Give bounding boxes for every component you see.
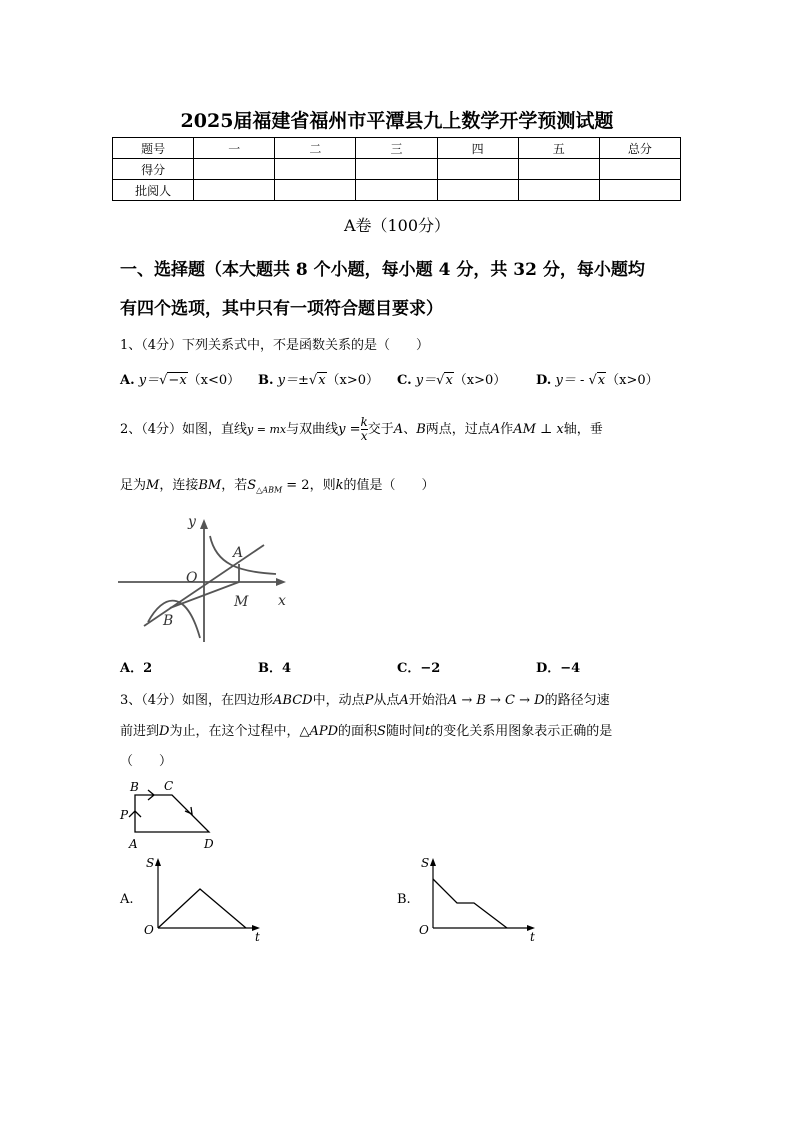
- radicand: x: [445, 373, 453, 388]
- option-label: B．: [258, 661, 282, 676]
- math-path: A → B → C → D: [447, 693, 545, 708]
- header-cell: 一: [194, 138, 275, 159]
- option-value: −2: [420, 661, 441, 676]
- label-p: P: [120, 808, 129, 822]
- math-p: P: [364, 693, 374, 708]
- q3-quadrilateral-figure: [115, 776, 225, 852]
- quadrilateral-abcd: [135, 795, 209, 832]
- header-cell: 五: [518, 138, 599, 159]
- text: 随时间: [385, 724, 425, 739]
- grader-cell: [518, 180, 599, 201]
- perp-symbol: ⊥: [535, 422, 557, 437]
- q2-option-b: [258, 657, 291, 676]
- option-label: A.: [120, 373, 135, 388]
- option-condition: （x>0）: [326, 373, 380, 388]
- math-a: A: [399, 693, 409, 708]
- math-abcd: ABCD: [273, 693, 313, 708]
- grader-cell: [275, 180, 356, 201]
- arrow-down-right-icon: [185, 807, 192, 814]
- option-label: C.: [397, 373, 412, 388]
- math-triangle: △APD: [299, 724, 339, 739]
- label-b: B: [163, 613, 174, 629]
- text: 的路径匀速: [544, 693, 610, 708]
- q2-option-a: [120, 657, 152, 676]
- option-value: 4: [282, 661, 292, 676]
- math-s-sub: △ABM: [256, 485, 283, 495]
- score-cell: [356, 159, 437, 180]
- math-s-rhs: = 2: [282, 478, 310, 493]
- section-heading-line2: 有四个选项，其中只有一项符合题目要求）: [120, 299, 443, 319]
- text: 足为: [120, 478, 147, 493]
- sqrt-icon: √: [436, 373, 445, 388]
- text: 的值是（ ）: [343, 478, 435, 493]
- math-s: S: [247, 478, 257, 493]
- label-o: O: [419, 923, 429, 937]
- math-s: S: [377, 724, 386, 739]
- label-t: t: [530, 930, 535, 944]
- q3-option-a-label: A.: [120, 892, 134, 907]
- s-axis-arrow-icon: [155, 858, 161, 866]
- option-label: B.: [258, 373, 274, 388]
- text: 前进到: [120, 724, 160, 739]
- header-cell: 总分: [599, 138, 680, 159]
- text: 与双曲线: [286, 422, 339, 437]
- q2-stem-line1: [120, 416, 603, 443]
- text: ，连接: [159, 478, 199, 493]
- option-label: D.: [536, 373, 552, 388]
- label-c: C: [164, 779, 174, 793]
- header-cell: 三: [356, 138, 437, 159]
- option-label: A．: [120, 661, 144, 676]
- header-cell: 题号: [113, 138, 194, 159]
- label-s: S: [146, 856, 155, 870]
- text: 作: [500, 422, 514, 437]
- math-am: AM: [513, 422, 536, 437]
- x-axis-arrow-icon: [276, 578, 286, 586]
- label-d: D: [204, 837, 214, 851]
- math-bm: BM: [198, 478, 222, 493]
- q1-stem: 1、（4分）下列关系式中，不是函数关系的是（ ）: [120, 338, 430, 353]
- score-table-header-row: [113, 138, 681, 159]
- option-pre: y＝±: [277, 373, 309, 388]
- text: ，则: [309, 478, 336, 493]
- option-condition: （x>0）: [453, 373, 507, 388]
- math-a: A: [490, 422, 501, 437]
- radicand: x: [597, 373, 606, 388]
- graph-a-curve: [158, 889, 246, 928]
- option-label: D．: [536, 661, 561, 676]
- label-o: O: [144, 923, 154, 937]
- label-a: A: [129, 837, 138, 851]
- math-k: k: [335, 478, 344, 493]
- score-table: [112, 137, 681, 201]
- math-hyp-lhs: y =: [338, 422, 361, 437]
- text: 交于: [367, 422, 394, 437]
- grader-cell: [356, 180, 437, 201]
- q3-stem-line2: [120, 720, 612, 739]
- option-value: 2: [143, 661, 153, 676]
- header-cell: 四: [437, 138, 518, 159]
- q1-option-a: [120, 369, 240, 388]
- q1-option-b: [258, 369, 379, 388]
- label-a: A: [233, 545, 244, 561]
- math-b: B: [416, 422, 426, 437]
- math-a: A: [393, 422, 404, 437]
- graph-b-curve: [433, 879, 507, 928]
- q2-stem-line2: [120, 474, 435, 495]
- math-m: M: [146, 478, 160, 493]
- math-line-eq: y = mx: [247, 423, 287, 436]
- hyp-fraction: [361, 416, 368, 443]
- volume-heading: A卷（100分）: [343, 216, 451, 235]
- math-d: D: [159, 724, 170, 739]
- text: 轴，垂: [563, 422, 603, 437]
- radicand: −x: [168, 373, 187, 388]
- text: 2、（4分）如图，直线: [120, 422, 248, 437]
- option-pre: y＝: [415, 373, 437, 388]
- label-t: t: [255, 930, 260, 944]
- option-condition: （x>0）: [606, 373, 659, 388]
- q3-option-b-label: B.: [397, 892, 411, 907]
- label-s: S: [421, 856, 430, 870]
- option-pre: y＝: [138, 373, 160, 388]
- score-cell: [275, 159, 356, 180]
- text: 从点: [373, 693, 400, 708]
- row-label: 批阅人: [113, 180, 194, 201]
- sqrt-icon: √: [159, 373, 168, 388]
- option-label: C．: [397, 661, 421, 676]
- q3-blank: （ ）: [120, 754, 173, 769]
- math-t: t: [424, 724, 431, 739]
- text: 的面积: [338, 724, 378, 739]
- score-cell: [518, 159, 599, 180]
- text: 开始沿: [408, 693, 448, 708]
- label-b: B: [130, 780, 139, 794]
- label-x: x: [278, 593, 286, 609]
- grader-row: [113, 180, 681, 201]
- text: 、: [403, 422, 417, 437]
- text: 中，动点: [312, 693, 365, 708]
- radicand: x: [318, 373, 326, 388]
- grader-cell: [194, 180, 275, 201]
- score-cell: [194, 159, 275, 180]
- q2-option-d: [536, 657, 580, 676]
- label-y: y: [188, 514, 196, 530]
- option-pre: y＝ -: [555, 373, 589, 388]
- option-value: −4: [560, 661, 581, 676]
- text: 的变化关系用图象表示正确的是: [430, 724, 613, 739]
- numerator: k: [360, 415, 368, 429]
- grader-cell: [599, 180, 680, 201]
- y-axis-arrow-icon: [200, 519, 208, 529]
- score-cell: [599, 159, 680, 180]
- row-label: 得分: [113, 159, 194, 180]
- option-condition: （x<0）: [187, 373, 241, 388]
- score-row: [113, 159, 681, 180]
- label-m: M: [234, 594, 249, 610]
- text: 两点，过点: [425, 422, 491, 437]
- section-heading-line1: 一、选择题（本大题共 8 个小题，每小题 4 分，共 32 分，每小题均: [120, 260, 645, 280]
- text: 3、（4分）如图，在四边形: [120, 693, 274, 708]
- math-x: x: [556, 422, 564, 437]
- exam-title: 2025届福建省福州市平潭县九上数学开学预测试题: [180, 110, 614, 132]
- score-cell: [437, 159, 518, 180]
- s-axis-arrow-icon: [430, 858, 436, 866]
- q1-option-c: [397, 369, 506, 388]
- q3-graph-a: [140, 852, 270, 944]
- q3-stem-line1: [120, 689, 610, 708]
- q2-option-c: [397, 657, 440, 676]
- q2-figure: [118, 512, 298, 647]
- q1-option-d: [536, 369, 659, 388]
- grader-cell: [437, 180, 518, 201]
- text: ，若: [221, 478, 248, 493]
- sqrt-icon: √: [588, 373, 597, 388]
- header-cell: 二: [275, 138, 356, 159]
- sqrt-icon: √: [308, 373, 318, 388]
- text: 为止，在这个过程中，: [169, 724, 300, 739]
- q3-graph-b: [415, 852, 545, 944]
- label-o: O: [186, 570, 198, 586]
- denominator: x: [360, 429, 368, 443]
